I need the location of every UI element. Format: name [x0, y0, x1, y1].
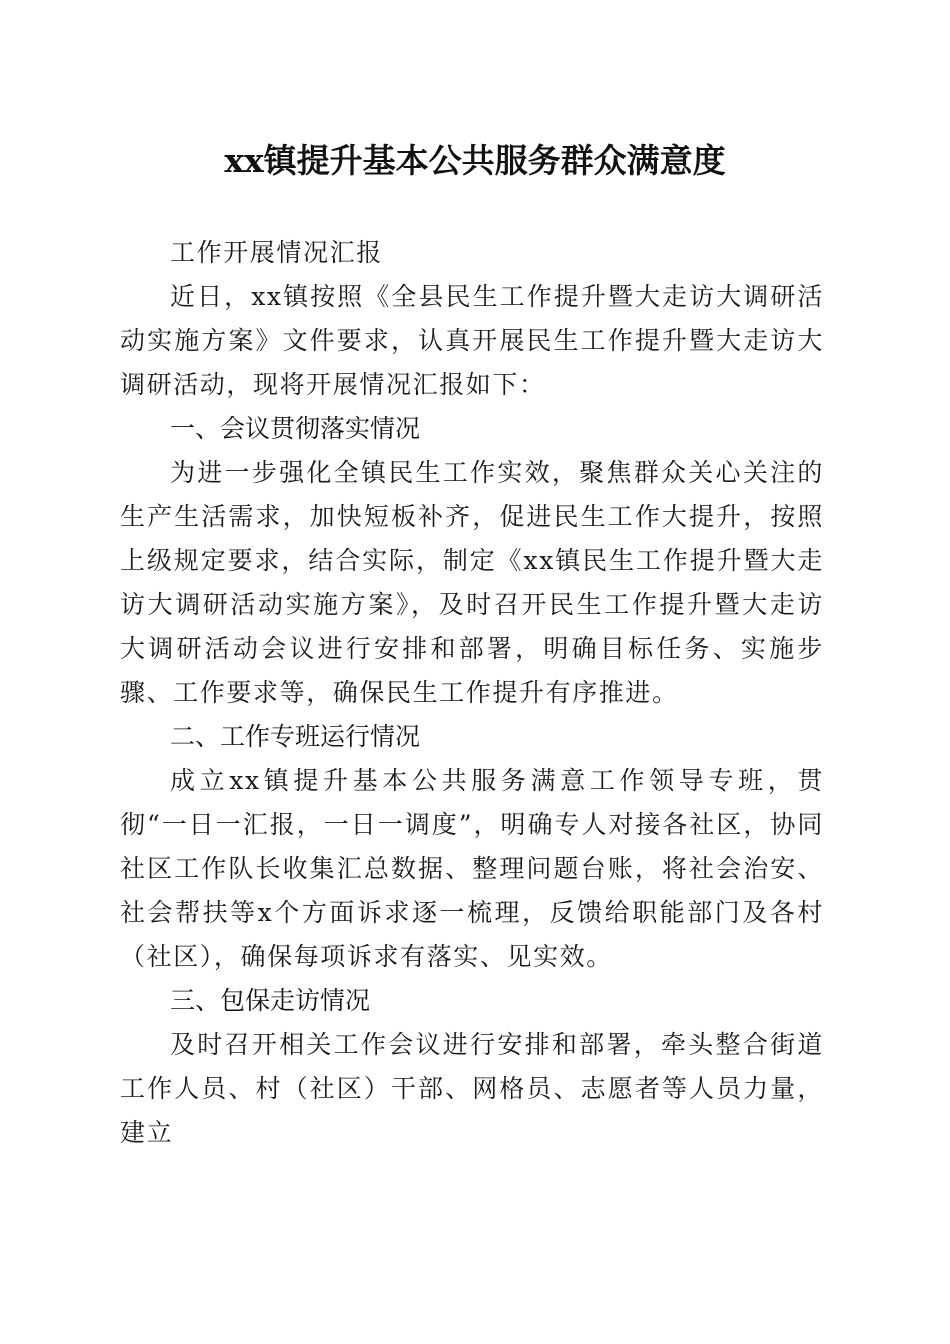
section-body-1: 为进一步强化全镇民生工作实效，聚焦群众关心关注的生产生活需求，加快短板补齐，促进民生工作大提升，按照上级规定要求，结合实际，制定《xx镇民生工作提升暨大走访大调研活动实施方案》，及时召开民生工作提升暨大走访大调研活动会议进行安排和部署，明确目标任务、实施步骤、工作要求等，确保民生工作提升有序推进。	[120, 458, 824, 707]
section-body-3: 及时召开相关工作会议进行安排和部署，牵头整合街道工作人员、村（社区）干部、网格员、志愿者等人员力量，建立	[120, 1030, 824, 1147]
document-title: xx镇提升基本公共服务群众满意度	[224, 141, 726, 180]
document-body	[120, 231, 824, 1155]
section-heading-1: 一、会议贯彻落实情况	[170, 414, 421, 443]
section-body-2: 成立xx镇提升基本公共服务满意工作领导专班，贯彻“一日一汇报，一日一调度”，明确专人对接各社区，协同社区工作队长收集汇总数据、整理问题台账，将社会治安、社会帮扶等x个方面诉求逐一梳理，反馈给职能部门及各村（社区），确保每项诉求有落实、见实效。	[120, 766, 824, 971]
subtitle-line: 工作开展情况汇报	[170, 238, 383, 267]
section-heading-3: 三、包保走访情况	[170, 986, 371, 1015]
section-heading-2: 二、工作专班运行情况	[170, 722, 421, 751]
intro-paragraph: 近日，xx镇按照《全县民生工作提升暨大走访大调研活动实施方案》文件要求，认真开展民生工作提升暨大走访大调研活动，现将开展情况汇报如下：	[120, 282, 824, 399]
